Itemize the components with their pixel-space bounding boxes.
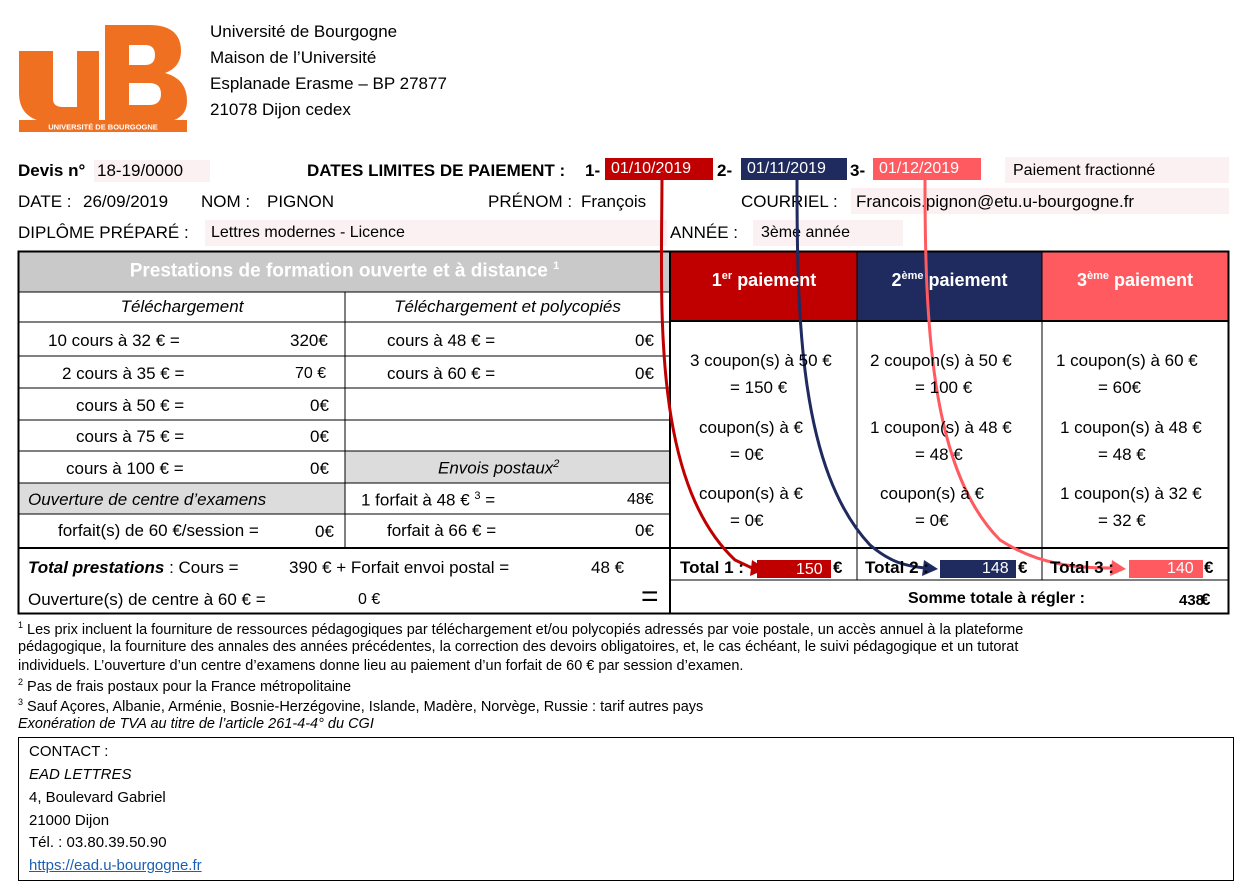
total-prestations: Total prestations : Cours =: [28, 558, 239, 577]
date-value: 26/09/2019: [83, 192, 169, 211]
contact-name: EAD LETTRES: [29, 766, 132, 783]
col-telechargement-polycopies: Téléchargement et polycopiés: [394, 297, 621, 316]
dates-label: DATES LIMITES DE PAIEMENT :: [307, 161, 566, 180]
address-line-3: Esplanade Erasme – BP 27877: [210, 74, 447, 93]
total1-value: 150: [796, 561, 823, 578]
annee-value: 3ème année: [761, 224, 850, 241]
tele-row-1-label: 10 cours à 32 € =: [48, 331, 180, 350]
tele-row-5-label: cours à 100 € =: [66, 459, 184, 478]
poly-row-2-value: 0€: [635, 364, 654, 383]
p3-line1b: = 60€: [1098, 378, 1142, 397]
col-telechargement: Téléchargement: [120, 297, 244, 316]
address-line-2: Maison de l’Université: [210, 48, 377, 67]
table-title: [19, 260, 670, 282]
p1-line2b: = 0€: [730, 445, 764, 464]
p1-line3b: = 0€: [730, 511, 764, 530]
envois-postaux: Envois postaux$^2$: [438, 458, 560, 478]
somme-value: 438: [1179, 592, 1205, 609]
address-line-4: 21078 Dijon cedex: [210, 100, 351, 119]
forfait48-label: 1 forfait à 48 € $^3$ =: [361, 490, 496, 510]
p2-line2a: 1 coupon(s) à 48 €: [870, 418, 1012, 437]
ouverture-label: Ouverture(s) de centre à 60 € =: [28, 590, 266, 609]
equals-sign: =: [641, 580, 659, 613]
total2-value: 148: [982, 560, 1009, 577]
date2-prefix: 2-: [717, 161, 733, 180]
p3-line3b: = 32 €: [1098, 511, 1146, 530]
p1-line1a: 3 coupon(s) à 50 €: [690, 351, 832, 370]
arrow-salmon: [925, 180, 1112, 568]
devis-number: 18-19/0000: [97, 161, 184, 180]
date1-prefix: 1-: [585, 161, 601, 180]
total-forfait: 48 €: [591, 558, 625, 577]
date-limit-2: 01/11/2019: [741, 158, 847, 180]
exam-label: Ouverture de centre d’examens: [28, 490, 267, 509]
prenom-label: PRÉNOM :: [488, 192, 573, 211]
contact-url-link[interactable]: https://ead.u-bourgogne.fr: [29, 857, 202, 874]
contact-tel: Tél. : 03.80.39.50.90: [29, 834, 167, 851]
total1-currency: €: [833, 558, 843, 577]
somme-label: Somme totale à régler :: [908, 590, 1085, 607]
contact-title: CONTACT :: [29, 743, 109, 760]
date3-prefix: 3-: [850, 161, 866, 180]
total3-value: 140: [1167, 560, 1194, 577]
total3-currency: €: [1204, 558, 1214, 577]
contact-box: [18, 737, 1234, 881]
address-line-1: Université de Bourgogne: [210, 22, 398, 41]
table-title-sup: 1: [553, 260, 560, 272]
footnote-1: $^1$ Les prix incluent la fourniture de ressources pédagogiques par téléchargement et/ou polycopiés adressés par voie postale, un accès annuel à la plateforme: [18, 620, 1024, 638]
p1-line1b: = 150 €: [730, 378, 788, 397]
nom-label: NOM :: [201, 192, 251, 211]
table-title-text: Prestations de formation ouverte et à distance: [129, 260, 548, 282]
forfait48-value: 48€: [627, 491, 654, 508]
footnote-1b: pédagogique, la fourniture des annales des années précédentes, la correction des devoirs obligatoires, et, le cas échéant, le suivi pédagogique et un tutorat: [18, 639, 1019, 655]
total2-label: Total 2 :: [865, 558, 929, 577]
p1-line3a: coupon(s) à €: [699, 484, 803, 503]
tele-row-2-value: 70 €: [295, 365, 327, 382]
footnote-1c: individuels. L’ouverture d’un centre d’examens donne lieu au paiement d’un forfait de 60 € par session d’examen.: [18, 658, 744, 674]
payment-header-2: 2ème paiement: [891, 270, 1008, 290]
p2-line3b: = 0€: [915, 511, 949, 530]
devis-label: Devis n°: [18, 161, 86, 180]
exam-forfait-value: 0€: [315, 522, 334, 541]
tele-row-1-value: 320€: [290, 331, 328, 350]
p3-line3a: 1 coupon(s) à 32 €: [1060, 484, 1202, 503]
date-label: DATE :: [18, 192, 72, 211]
tva-note: Exonération de TVA au titre de l’article 261-4-4° du CGI: [18, 716, 374, 732]
poly-row-1-value: 0€: [635, 331, 654, 350]
tele-row-4-value: 0€: [310, 427, 329, 446]
annee-label: ANNÉE :: [670, 223, 739, 242]
diplome-label: DIPLÔME PRÉPARÉ :: [18, 223, 189, 242]
footnote-3: $^3$ Sauf Açores, Albanie, Arménie, Bosnie-Herzégovine, Islande, Madère, Norvège, Russie : tarif autres pays: [18, 697, 704, 715]
p3-line2b: = 48 €: [1098, 445, 1146, 464]
payment-mode: Paiement fractionné: [1013, 162, 1156, 179]
forfait66-value: 0€: [635, 521, 654, 540]
tele-row-3-value: 0€: [310, 396, 329, 415]
date-limit-1: 01/10/2019: [605, 158, 713, 180]
total2-currency: €: [1018, 558, 1028, 577]
total-cours: 390 € + Forfait envoi postal =: [289, 558, 510, 577]
p2-line1a: 2 coupon(s) à 50 €: [870, 351, 1012, 370]
p2-line3a: coupon(s) à €: [880, 484, 984, 503]
exam-forfait-label: forfait(s) de 60 €/session =: [58, 521, 259, 540]
arrow-navy: [797, 180, 925, 568]
poly-row-2-label: cours à 60 € =: [387, 364, 496, 383]
courriel-value: Francois.pignon@etu.u-bourgogne.fr: [856, 192, 1135, 211]
tele-row-5-value: 0€: [310, 459, 329, 478]
contact-city: 21000 Dijon: [29, 812, 110, 829]
p2-line2b: = 48 €: [915, 445, 963, 464]
payment-header-3: 3ème paiement: [1076, 270, 1194, 290]
nom-value: PIGNON: [267, 192, 335, 211]
p1-line2a: coupon(s) à €: [699, 418, 803, 437]
payment-header-1: 1er paiement: [711, 270, 817, 290]
poly-row-1-label: cours à 48 € =: [387, 331, 496, 350]
prenom-value: François: [581, 192, 647, 211]
somme-currency: €: [1201, 590, 1211, 609]
contact-street: 4, Boulevard Gabriel: [29, 789, 166, 806]
tele-row-4-label: cours à 75 € =: [76, 427, 185, 446]
total3-label: Total 3 :: [1050, 558, 1114, 577]
p2-line1b: = 100 €: [915, 378, 973, 397]
p3-line2a: 1 coupon(s) à 48 €: [1060, 418, 1202, 437]
diplome-value: Lettres modernes - Licence: [211, 224, 405, 241]
p3-line1a: 1 coupon(s) à 60 €: [1056, 351, 1198, 370]
ouverture-value: 0 €: [358, 591, 381, 608]
tele-row-3-label: cours à 50 € =: [76, 396, 185, 415]
forfait66-label: forfait à 66 € =: [387, 521, 497, 540]
logo-caption: UNIVERSITÉ DE BOURGOGNE: [48, 122, 158, 132]
date-limit-3: 01/12/2019: [873, 158, 981, 180]
total1-label: Total 1 :: [680, 558, 744, 577]
courriel-label: COURRIEL :: [741, 192, 838, 211]
footnote-2: $^2$ Pas de frais postaux pour la France métropolitaine: [18, 677, 352, 695]
tele-row-2-label: 2 cours à 35 € =: [62, 364, 185, 383]
